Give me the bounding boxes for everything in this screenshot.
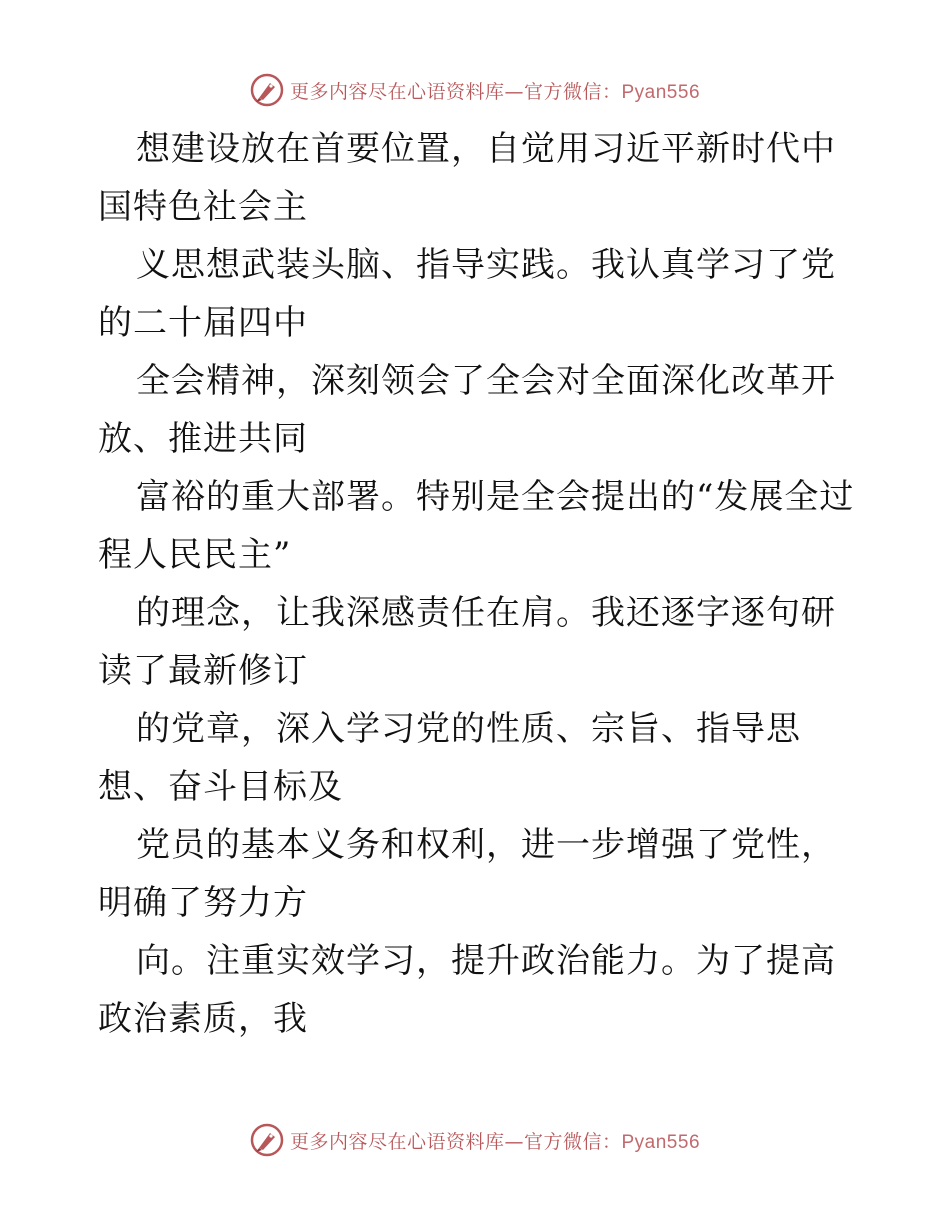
paragraph-line: 全会精神，深刻领会了全会对全面深化改革开放、推进共同 <box>98 361 836 459</box>
pen-nib-logo-icon <box>250 73 284 107</box>
watermark-text: 更多内容尽在心语资料库—官方微信：Pyan556 <box>289 80 701 103</box>
watermark-handle: Pyan556 <box>621 81 701 103</box>
paragraph-line: 想建设放在首要位置，自觉用习近平新时代中国特色社会主 <box>98 129 836 227</box>
paragraph-line: 向。注重实效学习，提升政治能力。为了提高政治素质，我 <box>98 941 836 1039</box>
document-body <box>98 120 858 1048</box>
header-watermark <box>0 70 950 110</box>
watermark-text: 更多内容尽在心语资料库—官方微信：Pyan556 <box>289 1130 701 1153</box>
pen-nib-logo-icon <box>250 1123 284 1157</box>
paragraph-line: 的理念，让我深感责任在肩。我还逐字逐句研读了最新修订 <box>98 593 836 691</box>
paragraph-line: 的党章，深入学习党的性质、宗旨、指导思想、奋斗目标及 <box>98 709 801 807</box>
paragraph-line: 义思想武装头脑、指导实践。我认真学习了党的二十届四中 <box>98 245 836 343</box>
paragraph-line: 党员的基本义务和权利，进一步增强了党性，明确了努力方 <box>98 825 836 923</box>
watermark-handle: Pyan556 <box>621 1131 701 1153</box>
paragraph-line: 富裕的重大部署。特别是全会提出的“发展全过程人民民主” <box>98 477 855 575</box>
footer-watermark <box>0 1120 950 1160</box>
